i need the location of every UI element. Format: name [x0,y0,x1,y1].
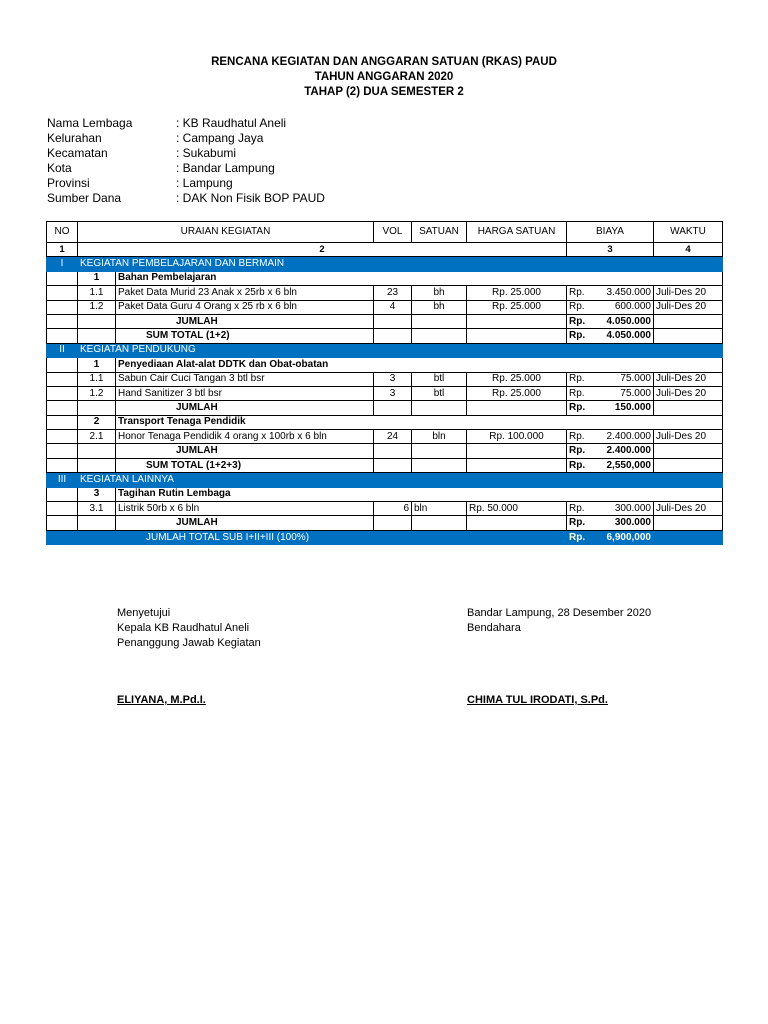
info-value-kecamatan: : Sukabumi [176,146,237,160]
colnum-waktu: 4 [654,243,723,257]
rp-label: Rp. [569,330,586,342]
info-label-nama-lembaga: Nama Lembaga [47,116,133,130]
group-title: Penyediaan Alat-alat DDTK dan Obat-obatan [116,358,723,372]
item-desc: Sabun Cair Cuci Tangan 3 btl bsr [116,372,374,386]
group-no: 2 [78,415,116,429]
sum-total-label: SUM TOTAL (1+2) [116,329,374,343]
rp-label: Rp. [569,315,586,327]
colnum-no: 1 [47,243,78,257]
jumlah-row [47,314,723,328]
header-vol: VOL [374,222,412,243]
item-vol: 3 [374,372,412,386]
item-no: 3.1 [78,502,116,516]
item-waktu: Juli-Des 20 [654,430,723,444]
info-value-kelurahan: : Campang Jaya [176,131,264,145]
info-label-kelurahan: Kelurahan [47,131,102,145]
group-row [47,271,723,285]
section-row-2 [47,343,723,357]
item-satuan: btl [412,372,467,386]
item-biaya: 300.000 [614,502,651,514]
header-biaya: BIAYA [567,222,654,243]
head-name: ELIYANA, M.Pd.I. [117,694,206,706]
section-row-1 [47,257,723,271]
grand-total-row [47,530,723,544]
info-label-kota: Kota [47,161,72,175]
section-roman: I [47,257,78,271]
item-biaya: 3.450.000 [606,286,651,298]
section-roman: III [47,473,78,487]
section-roman: II [47,343,78,357]
rp-label: Rp. [569,430,585,442]
item-biaya: 600.000 [614,301,651,313]
responsible-label: Penanggung Jawab Kegiatan [117,637,261,649]
jumlah-row [47,516,723,530]
jumlah-value: 2.400.000 [606,445,651,457]
item-desc: Listrik 50rb x 6 bln [116,502,374,516]
item-no: 1.2 [78,386,116,400]
rp-label: Rp. [569,401,586,413]
rp-label: Rp. [569,531,586,543]
item-waktu: Juli-Des 20 [654,286,723,300]
sum-total-row [47,329,723,343]
jumlah-label: JUMLAH [116,444,374,458]
header-harga: HARGA SATUAN [467,222,567,243]
treasurer-name: CHIMA TUL IRODATI, S.Pd. [467,694,608,706]
jumlah-value: 300.000 [614,517,651,529]
group-row [47,358,723,372]
approval-label: Menyetujui [117,607,171,619]
item-no: 1.1 [78,286,116,300]
jumlah-label: JUMLAH [116,314,374,328]
item-vol: 3 [374,386,412,400]
colnum-uraian: 2 [78,243,567,257]
table-row [47,430,723,444]
info-label-sumber-dana: Sumber Dana [47,191,122,205]
item-desc: Paket Data Guru 4 Orang x 25 rb x 6 bln [116,300,374,314]
section-title: KEGIATAN PEMBELAJARAN DAN BERMAIN [78,257,723,271]
sum-total-row [47,458,723,472]
sum-total-value: 2,550,000 [606,459,651,471]
rp-label: Rp. [569,445,586,457]
item-harga: Rp. 25.000 [467,372,567,386]
item-no: 1.2 [78,300,116,314]
item-waktu: Juli-Des 20 [654,502,723,516]
item-vol: 6 [374,502,412,516]
group-row [47,415,723,429]
item-satuan: bh [412,300,467,314]
table-row [47,300,723,314]
group-no: 1 [78,358,116,372]
item-harga: Rp. 25.000 [467,300,567,314]
jumlah-row [47,444,723,458]
treasurer-position: Bendahara [467,622,521,634]
place-date: Bandar Lampung, 28 Desember 2020 [467,607,652,619]
info-label-provinsi: Provinsi [47,176,90,190]
jumlah-label: JUMLAH [116,401,374,415]
item-harga: Rp. 100.000 [467,430,567,444]
group-row [47,487,723,501]
header-satuan: SATUAN [412,222,467,243]
item-biaya: 75.000 [620,387,651,399]
sum-total-label: SUM TOTAL (1+2+3) [116,458,374,472]
jumlah-label: JUMLAH [116,516,374,530]
group-no: 1 [78,271,116,285]
rp-label: Rp. [569,502,585,514]
table-header-row [47,222,723,243]
table-row [47,286,723,300]
item-harga: Rp. 50.000 [467,502,567,516]
jumlah-value: 4.050.000 [606,315,651,327]
item-waktu: Juli-Des 20 [654,300,723,314]
item-satuan: btl [412,386,467,400]
item-desc: Honor Tenaga Pendidik 4 orang x 100rb x 6 bln [116,430,374,444]
item-satuan: bln [412,430,467,444]
rp-label: Rp. [569,517,586,529]
table-row [47,372,723,386]
colnum-biaya: 3 [567,243,654,257]
item-vol: 23 [374,286,412,300]
info-value-kota: : Bandar Lampung [176,161,275,175]
rp-label: Rp. [569,373,585,385]
jumlah-row [47,401,723,415]
info-label-kecamatan: Kecamatan [47,146,108,160]
table-row [47,386,723,400]
item-waktu: Juli-Des 20 [654,372,723,386]
document-subtitle-year: TAHUN ANGGARAN 2020 [314,71,454,83]
document-title: RENCANA KEGIATAN DAN ANGGARAN SATUAN (RKAS) PAUD [211,56,557,68]
info-value-provinsi: : Lampung [176,176,233,190]
item-biaya: 75.000 [620,373,651,385]
item-harga: Rp. 25.000 [467,386,567,400]
item-desc: Paket Data Murid 23 Anak x 25rb x 6 bln [116,286,374,300]
group-title: Tagihan Rutin Lembaga [116,487,723,501]
item-vol: 4 [374,300,412,314]
document-subtitle-stage: TAHAP (2) DUA SEMESTER 2 [304,86,464,98]
sum-total-value: 4.050.000 [606,330,651,342]
section-row-3 [47,473,723,487]
rp-label: Rp. [569,301,585,313]
rkas-table [46,221,723,545]
table-row [47,502,723,516]
rp-label: Rp. [569,387,585,399]
column-number-row [47,243,723,257]
rp-label: Rp. [569,286,585,298]
grand-total-label: JUMLAH TOTAL SUB I+II+III (100%) [116,530,567,544]
group-title: Bahan Pembelajaran [116,271,723,285]
section-title: KEGIATAN PENDUKUNG [78,343,723,357]
item-no: 1.1 [78,372,116,386]
rp-label: Rp. [569,459,586,471]
grand-total-value: 6,900,000 [606,531,651,543]
item-desc: Hand Sanitizer 3 btl bsr [116,386,374,400]
header-waktu: WAKTU [654,222,723,243]
item-satuan: bh [412,286,467,300]
item-vol: 24 [374,430,412,444]
section-title: KEGIATAN LAINNYA [78,473,723,487]
header-uraian: URAIAN KEGIATAN [78,222,374,243]
info-value-sumber-dana: : DAK Non Fisik BOP PAUD [176,191,325,205]
item-harga: Rp. 25.000 [467,286,567,300]
group-no: 3 [78,487,116,501]
item-waktu: Juli-Des 20 [654,386,723,400]
item-biaya: 2.400.000 [606,430,651,442]
header-no: NO [47,222,78,243]
group-title: Transport Tenaga Pendidik [116,415,723,429]
item-no: 2.1 [78,430,116,444]
info-value-nama-lembaga: : KB Raudhatul Aneli [176,116,287,130]
jumlah-value: 150.000 [614,401,651,413]
head-position: Kepala KB Raudhatul Aneli [117,622,250,634]
item-satuan: bln [412,502,467,516]
